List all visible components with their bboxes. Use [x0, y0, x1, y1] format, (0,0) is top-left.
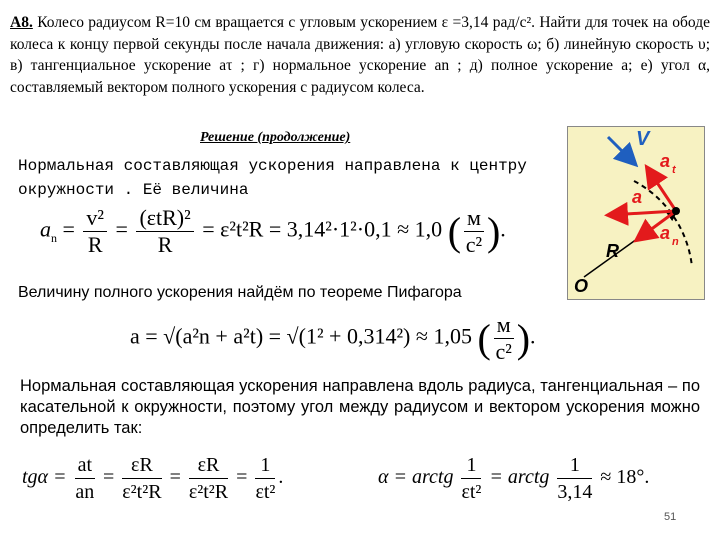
label-r: R	[606, 241, 619, 261]
an-vector	[638, 211, 676, 239]
problem-statement	[10, 12, 710, 98]
problem-number: А8.	[10, 14, 33, 31]
solution-title: Решение (продолжение)	[200, 130, 351, 145]
v-vector	[608, 137, 634, 163]
paragraph-normal-acceleration: Нормальная составляющая ускорения направлена к центру окружности . Её величина	[18, 157, 527, 199]
vector-diagram	[567, 126, 705, 300]
equation-tangent-alpha: tgα = $\frac{at}{an}$ = $\frac{\varepsilon R}{\text{ε²t²R}}$ = $\frac{\varepsilon R}{\text{ε²t²R}}$ = $\frac{1}{\text{εt²}}$ .	[22, 454, 284, 503]
label-v: V	[636, 128, 650, 150]
paragraph-angle: Нормальная составляющая ускорения направлена вдоль радиуса, тангенциальная – по касательной к окружности, поэтому угол между радиусом и вектором ускорения можно определить так:	[20, 377, 700, 437]
vector-diagram-svg	[568, 127, 704, 299]
a-vector	[610, 211, 676, 215]
label-o: O	[574, 276, 589, 296]
equation-total-acceleration: a = √(a²n + a²t) = √(1² + 0,314²) ≈ 1,05 ( $\frac{м}{\text{с²}}$ ).	[130, 312, 536, 364]
paragraph-total-acceleration: Величину полного ускорения найдём по теореме Пифагора	[18, 284, 462, 301]
equation-alpha: α = arctg $\frac{1}{\text{εt²}}$ = arctg $\frac{1}{3,14}$ ≈ 18°.	[378, 454, 650, 503]
label-at-sub: t	[672, 164, 676, 176]
label-a: a	[632, 187, 643, 207]
rim-point	[672, 207, 680, 215]
label-an: a	[660, 223, 671, 243]
label-an-sub: n	[672, 236, 679, 248]
label-at: a	[660, 151, 671, 171]
problem-text: Колесо радиусом R=10 см вращается с угловым ускорением ε =3,14 рад/с². Найти для точек на ободе колеса к концу первой секунды после начала движения: а) угловую скорость ω; б) линейную скорость υ; в) тангенциальное ускорение aτ ; г) нормальное ускорение an ; д) полное ускорение a; е) угол α, составляемый вектором полного ускорения с радиусом колеса.	[10, 14, 710, 96]
equation-normal-acceleration: $a_n$ = $\frac{\text{v²}}{R}$ = $\frac{\text{(εtR)²}}{R}$ = ε²t²R = 3,14²·1²·0,1 ≈ 1,0 ( $\frac{м}{\text{с²}}$ ).	[40, 205, 506, 257]
page-number: 51	[664, 511, 677, 523]
